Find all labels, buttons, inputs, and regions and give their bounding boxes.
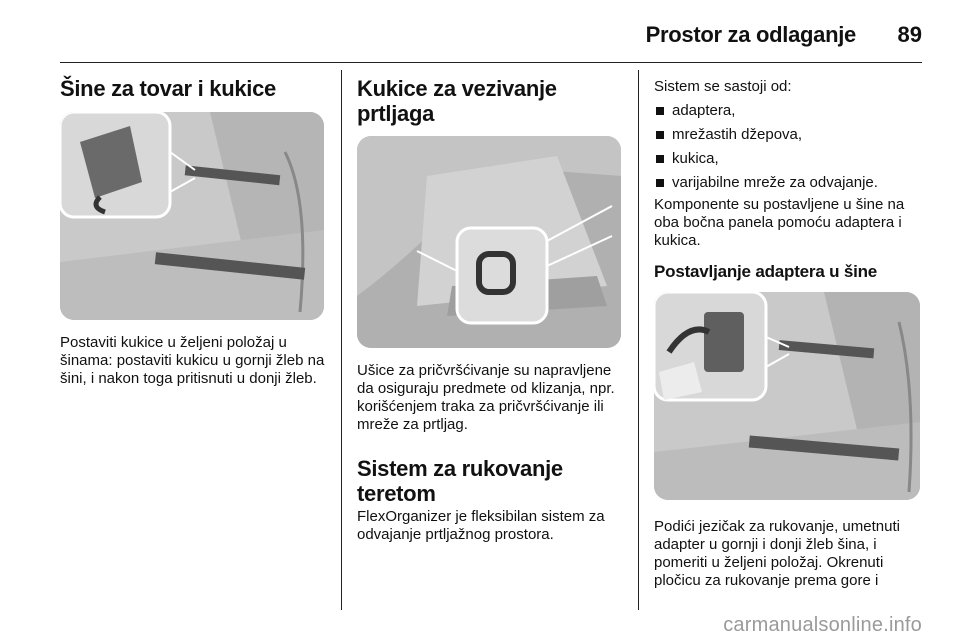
paragraph-flexorganizer: FlexOrganizer je fleksibilan sistem za odvajanje prtljažnog prostora. [357,508,605,543]
heading-load-system: Sistem za rukovanje teretom [357,456,563,506]
paragraph-tie-down: Ušice za pričvršćivanje su napravljene da osiguraju predmete od klizanja, npr. korišćenjem traka za pričvršćivanje ili mreže za prtljag. [357,362,615,433]
bullet-icon [656,179,664,187]
header-divider [60,62,922,63]
heading-tie-down-hooks: Kukice za vezivanje prtljaga [357,76,557,126]
figure-rail-hook [60,112,324,320]
column-divider-1 [341,70,342,610]
bullet-icon [656,131,664,139]
list-item: adaptera, [654,102,922,120]
page-number: 89 [897,22,922,47]
column-divider-2 [638,70,639,610]
list-item: varijabilne mreže za odvajanje. [654,174,922,192]
heading-cargo-rails: Šine za tovar i kukice [60,76,276,101]
bullet-icon [656,155,664,163]
list-item: mrežastih džepova, [654,126,922,144]
figure-adapter-install [654,292,920,500]
bullet-icon [656,107,664,115]
paragraph-adapter-steps: Podići jezičak za rukovanje, umetnuti adapter u gornji i donji žleb šina, i pomeriti u željeni položaj. Okrenuti pločicu za rukovanje prema gore i [654,518,900,589]
paragraph-components: Komponente su postavljene u šine na oba bočna panela pomoću adaptera i kukica. [654,196,905,249]
page-header [60,14,922,58]
figure-tie-down-eyes [357,136,621,348]
paragraph-hooks: Postaviti kukice u željeni položaj u šinama: postaviti kukicu u gornji žleb na šini, i nakon toga pritisnuti u donji žleb. [60,334,325,387]
heading-install-adapter: Postavljanje adaptera u šine [654,262,878,281]
section-title: Prostor za odlaganje [645,22,856,47]
components-list [654,102,922,198]
list-item: kukica, [654,150,922,168]
list-intro: Sistem se sastoji od: [654,78,792,95]
watermark: carmanualsonline.info [723,614,922,636]
